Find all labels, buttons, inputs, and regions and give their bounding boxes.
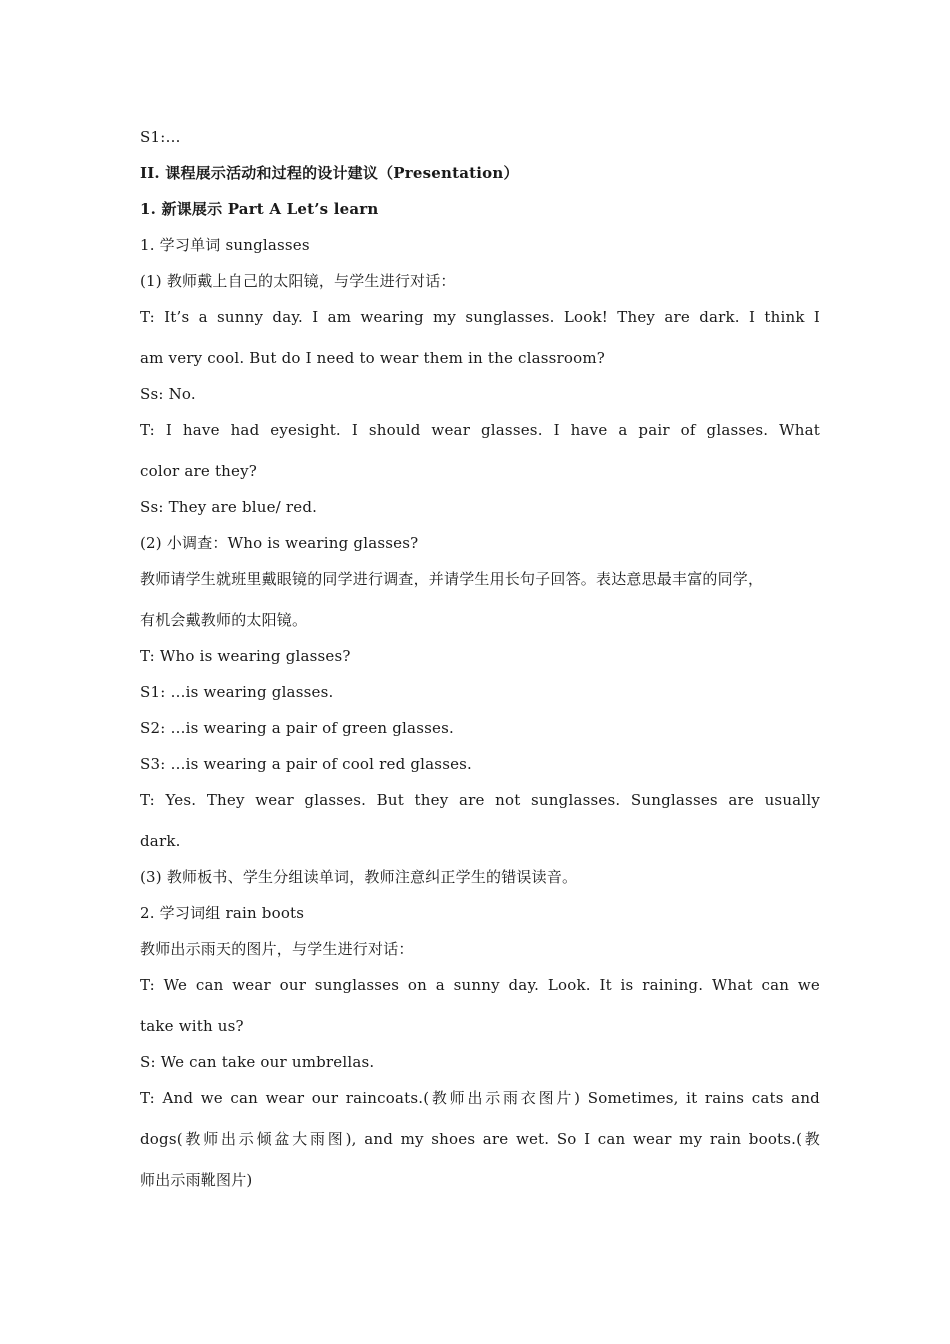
text-line: S1: …is wearing glasses.	[140, 683, 334, 701]
text-line: T: Who is wearing glasses?	[140, 647, 351, 665]
text-line: dogs(教师出示倾盆大雨图), and my shoes are wet. So I can wear my rain boots.(教	[140, 1130, 820, 1148]
text-line: color are they?	[140, 462, 258, 480]
text-line: Ss: They are blue/ red.	[140, 498, 318, 516]
text-line: 1. 学习单词 sunglasses	[140, 236, 310, 254]
text-line: 师出示雨靴图片)	[140, 1171, 253, 1189]
text-line: take with us?	[140, 1017, 244, 1035]
text-line: S3: …is wearing a pair of cool red glasses.	[140, 755, 473, 773]
text-line: S: We can take our umbrellas.	[140, 1053, 375, 1071]
text-line: (3) 教师板书、学生分组读单词，教师注意纠正学生的错误读音。	[140, 868, 578, 886]
text-line: S1:…	[140, 128, 181, 146]
text-line: Ss: No.	[140, 385, 196, 403]
text-line: T: We can wear our sunglasses on a sunny day. Look. It is raining. What can we	[140, 976, 820, 994]
text-line: dark.	[140, 832, 181, 850]
text-line: (1) 教师戴上自己的太阳镜，与学生进行对话：	[140, 272, 456, 290]
text-line: 教师请学生就班里戴眼镜的同学进行调查，并请学生用长句子回答。表达意思最丰富的同学，	[140, 570, 764, 588]
text-line: am very cool. But do I need to wear them in the classroom?	[140, 349, 606, 367]
text-line: (2) 小调查：Who is wearing glasses?	[140, 534, 419, 552]
subsection-heading: 1. 新课展示 Part A Let’s learn	[140, 200, 379, 218]
text-line: T: Yes. They wear glasses. But they are not sunglasses. Sunglasses are usually	[140, 791, 820, 809]
text-line: 教师出示雨天的图片，与学生进行对话：	[140, 940, 414, 958]
section-heading: II. 课程展示活动和过程的设计建议（Presentation）	[140, 164, 519, 182]
text-line: 2. 学习词组 rain boots	[140, 904, 305, 922]
text-line: S2: …is wearing a pair of green glasses.	[140, 719, 454, 737]
text-line: 有机会戴教师的太阳镜。	[140, 611, 308, 629]
text-line: T: I have had eyesight. I should wear glasses. I have a pair of glasses. What	[140, 421, 820, 439]
text-line: T: It’s a sunny day. I am wearing my sunglasses. Look! They are dark. I think I	[140, 308, 820, 326]
text-line: T: And we can wear our raincoats.(教师出示雨衣图片) Sometimes, it rains cats and	[140, 1089, 820, 1107]
